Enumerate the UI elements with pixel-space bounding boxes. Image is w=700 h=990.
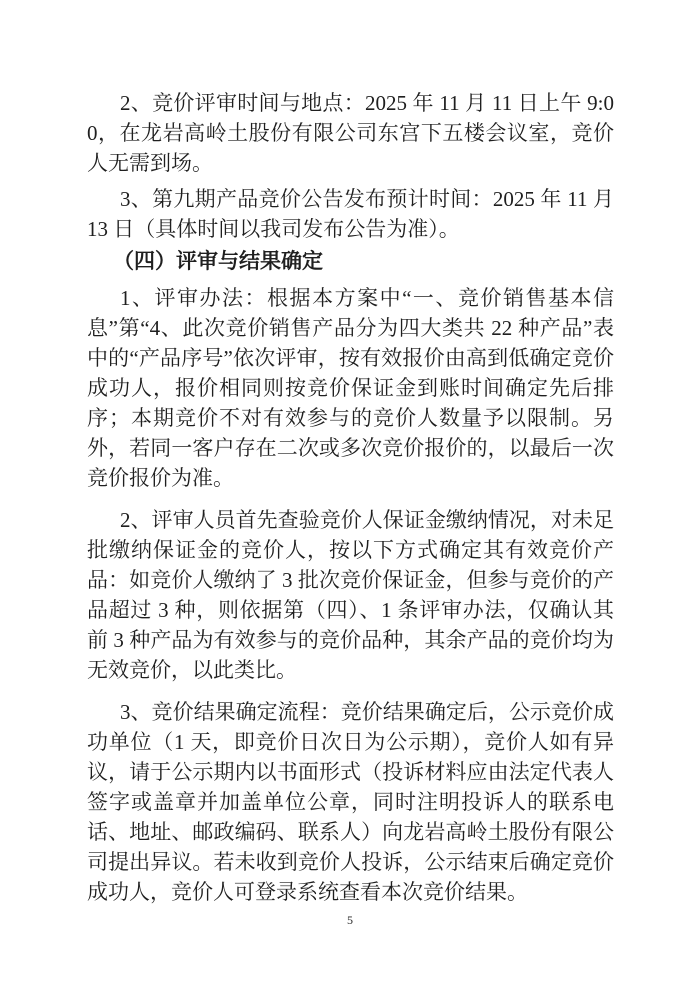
paragraph-review-method: 1、评审办法：根据本方案中“一、竞价销售基本信息”第“4、此次竞价销售产品分为四大类共 22 种产品”表中的“产品序号”依次评审，按有效报价由高到低确定竞价成功人，报价相同则按竞价保证金到账时间确定先后排序；本期竞价不对有效参与的竞价人数量予以限制。另外，若同一客户存在二次或多次竞价报价的，以最后一次竞价报价为准。 xyxy=(87,286,614,490)
document-body xyxy=(87,88,614,907)
paragraph-review-time-location: 2、竞价评审时间与地点：2025 年 11 月 11 日上午 9:00，在龙岩高岭土股份有限公司东宫下五楼会议室，竞价人无需到场。 xyxy=(87,91,614,175)
paragraph-next-announcement-time: 3、第九期产品竞价公告发布预计时间：2025 年 11 月 13 日（具体时间以我司发布公告为准）。 xyxy=(87,187,614,241)
page-number: 5 xyxy=(347,913,353,927)
paragraph-deposit-verification: 2、评审人员首先查验竞价人保证金缴纳情况，对未足批缴纳保证金的竞价人，按以下方式确定其有效竞价产品：如竞价人缴纳了 3 批次竞价保证金，但参与竞价的产品超过 3 种，则依据第（四）、1 条评审办法，仅确认其前 3 种产品为有效参与的竞价品种，其余产品的竞价均为无效竞价，以此类比。 xyxy=(87,508,614,682)
section-heading-review-and-result: （四）评审与结果确定 xyxy=(113,249,323,273)
paragraph-result-confirmation-process: 3、竞价结果确定流程：竞价结果确定后，公示竞价成功单位（1 天，即竞价日次日为公示期），竞价人如有异议，请于公示期内以书面形式（投诉材料应由法定代表人签字或盖章并加盖单位公章，同时注明投诉人的联系电话、地址、邮政编码、联系人）向龙岩高岭土股份有限公司提出异议。若未收到竞价人投诉，公示结束后确定竞价成功人，竞价人可登录系统查看本次竞价结果。 xyxy=(87,700,614,904)
